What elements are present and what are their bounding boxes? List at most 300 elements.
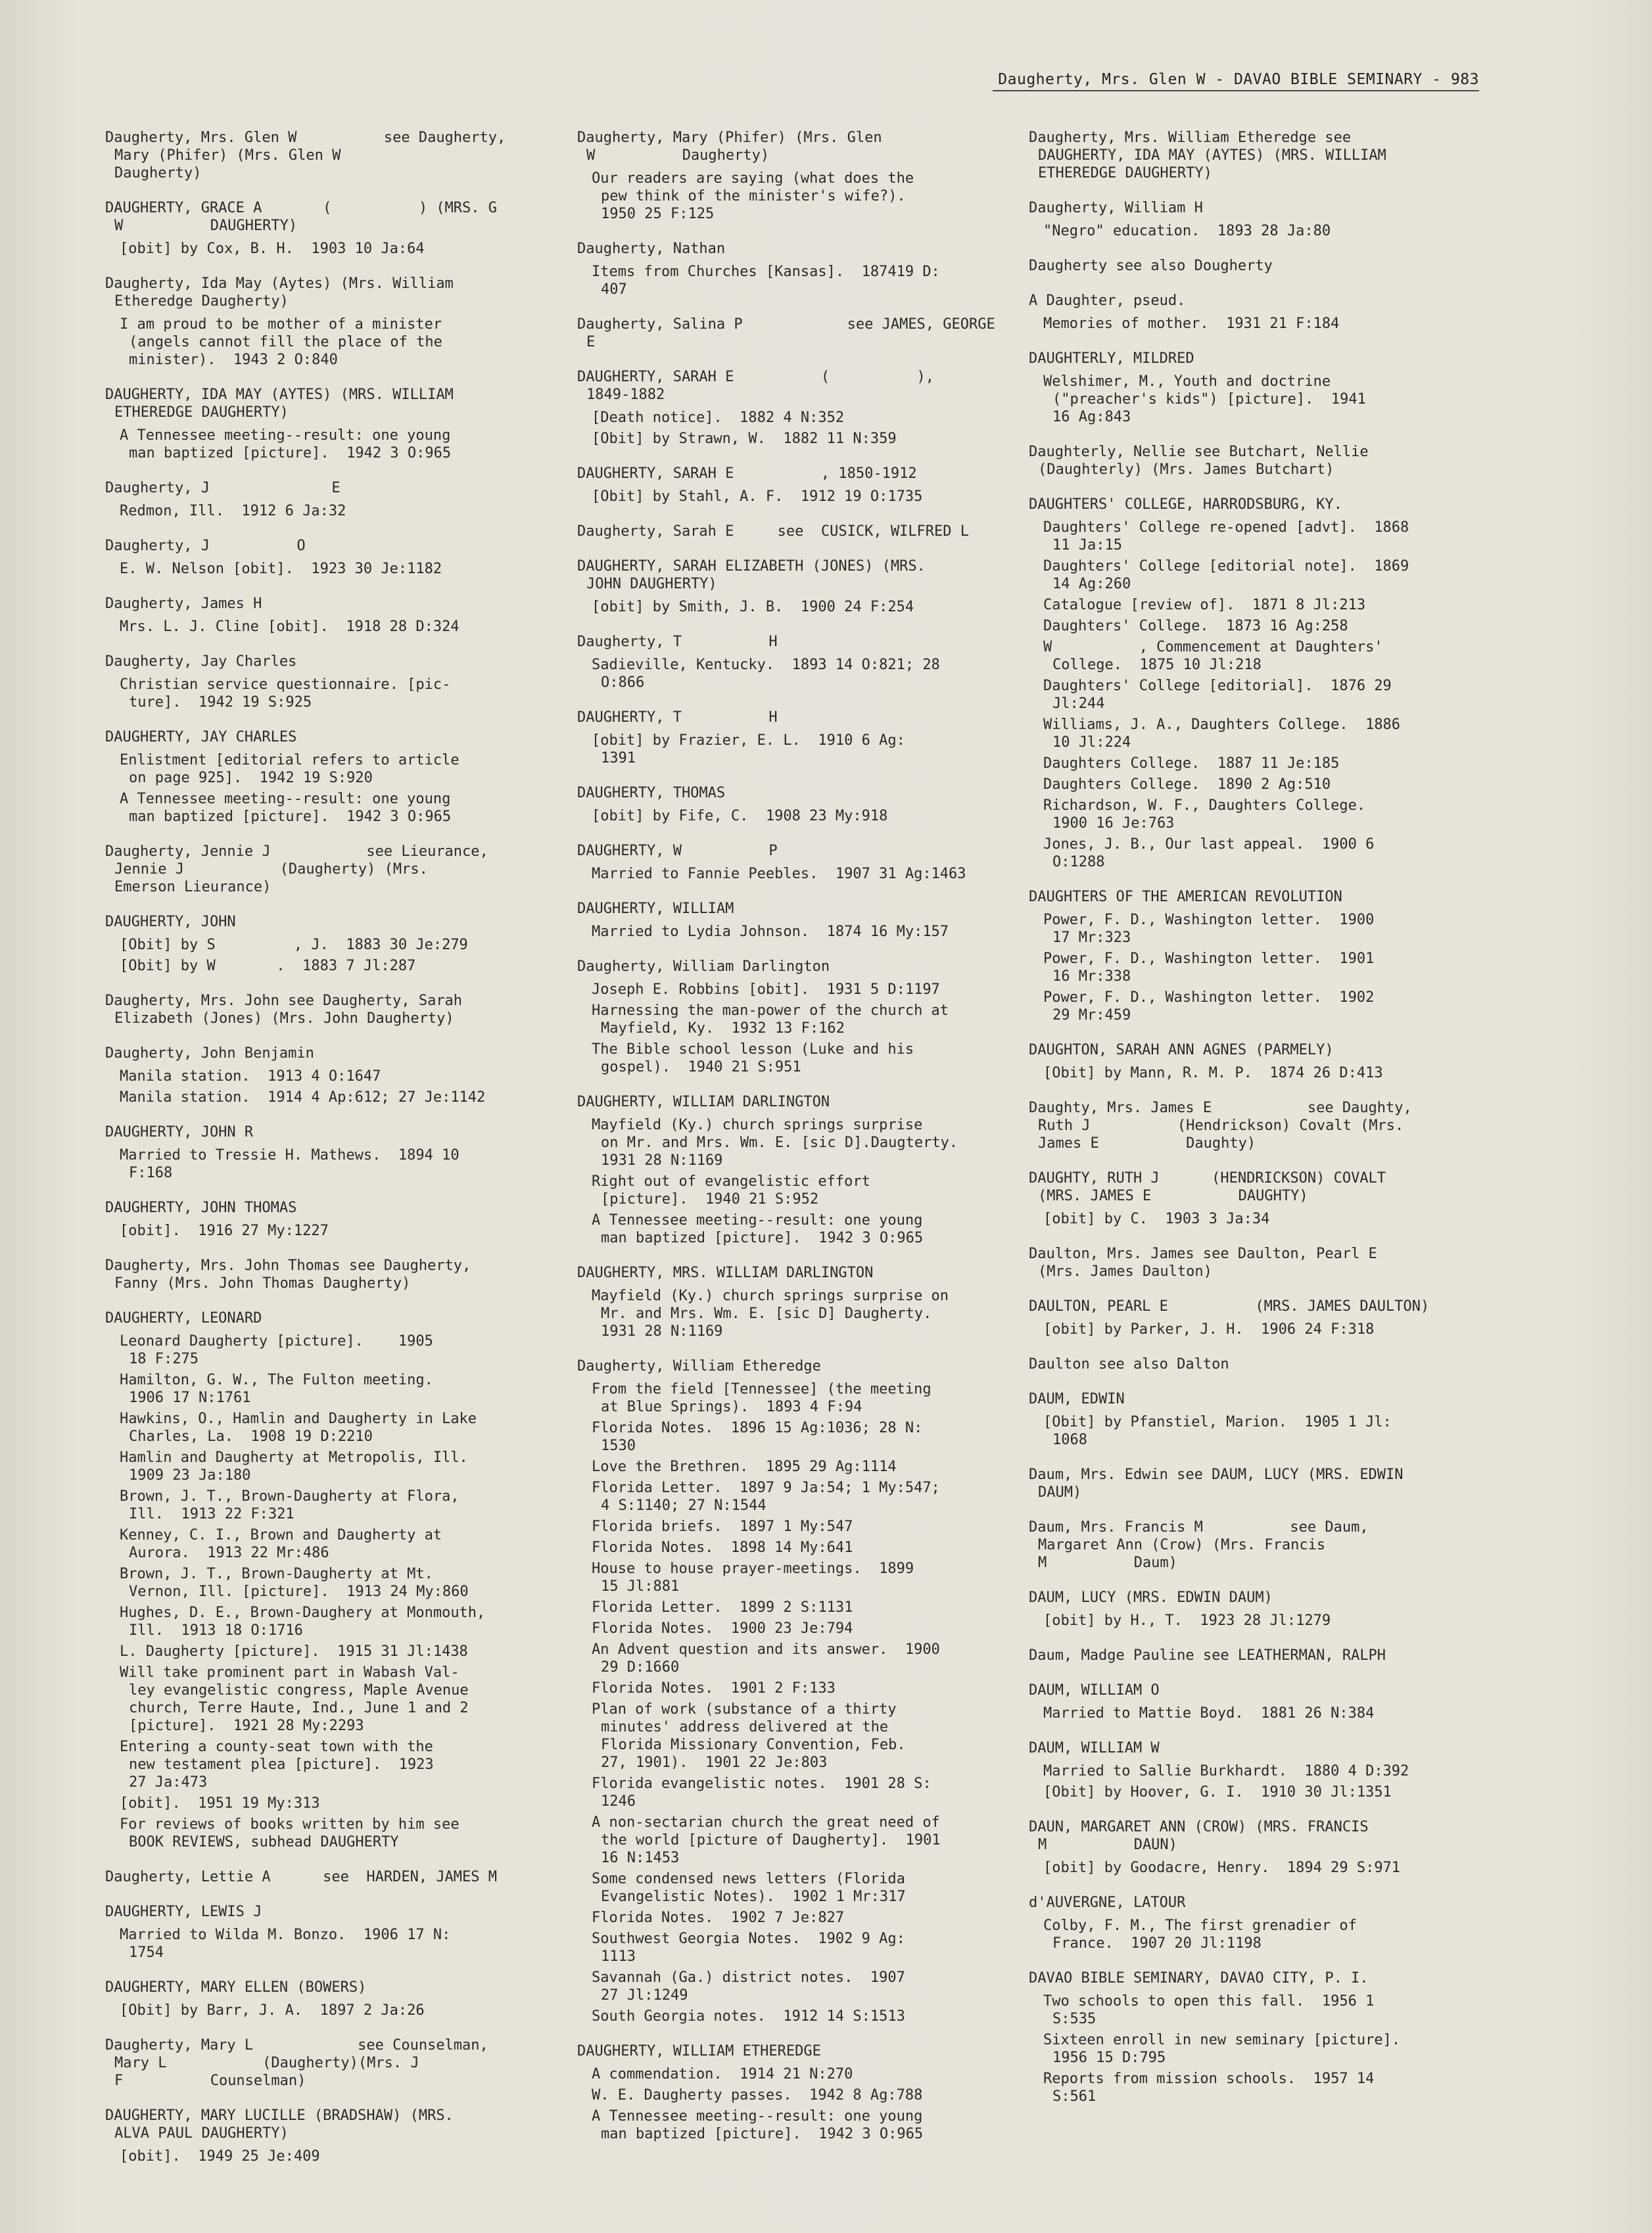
entry-heading — [105, 728, 532, 746]
heading-line: Daum, Madge Pauline see LEATHERMAN, RALPH — [1029, 1647, 1386, 1664]
citation-line: 1391 — [601, 750, 636, 766]
entry-heading — [1029, 1099, 1489, 1152]
citation — [592, 1211, 1011, 1247]
entry-heading — [577, 1093, 1011, 1111]
citation-list — [105, 1926, 532, 1962]
citation — [120, 1449, 532, 1484]
heading-line: DAUGHERTY, JAY CHARLES — [105, 729, 297, 745]
citation-list — [1029, 1321, 1489, 1338]
index-entry — [1029, 888, 1489, 1024]
citation-line: 16 N:1453 — [601, 1850, 680, 1866]
citation — [592, 598, 1011, 616]
heading-line: DAUGHERTY, SARAH E , 1850-1912 — [577, 465, 917, 482]
citation — [592, 1458, 1011, 1476]
index-entry — [577, 1093, 1011, 1247]
heading-line: (MRS. JAMES E DAUGHTY) — [1038, 1188, 1308, 1204]
citation — [120, 1926, 532, 1962]
citation-list — [105, 560, 532, 578]
citation — [592, 488, 1011, 505]
citation — [592, 170, 1011, 223]
entry-heading — [105, 1199, 532, 1217]
entry-heading — [105, 843, 532, 896]
citation-list — [577, 1287, 1011, 1340]
index-entry — [577, 2042, 1011, 2143]
citation — [1043, 755, 1489, 772]
citation — [1043, 1859, 1489, 1877]
citation — [592, 1814, 1011, 1867]
citation-line: Aurora. 1913 22 Mr:486 — [129, 1545, 329, 1561]
citation-list — [1029, 1704, 1489, 1722]
citation-line: 27, 1901). 1901 22 Je:803 — [601, 1754, 828, 1771]
citation-line: A Tennessee meeting--result: one young — [592, 1212, 923, 1229]
citation-line: [Obit] by W . 1883 7 Jl:287 — [120, 958, 416, 974]
index-entry — [1029, 1818, 1489, 1877]
citation — [120, 790, 532, 826]
heading-line: DAUGHERTY, JOHN R — [105, 1124, 254, 1140]
heading-line: DAUGHERTY, WILLIAM DARLINGTON — [577, 1094, 830, 1110]
citation — [120, 502, 532, 520]
citation — [120, 618, 532, 636]
entry-heading — [1029, 1818, 1489, 1854]
entry-heading — [577, 2042, 1011, 2060]
entry-heading — [1029, 1589, 1489, 1607]
index-entry — [577, 1264, 1011, 1340]
index-entry — [577, 709, 1011, 767]
citation — [592, 1173, 1011, 1208]
entry-heading — [577, 129, 1011, 164]
entry-heading — [1029, 1355, 1489, 1373]
citation-line: Florida Notes. 1900 23 Je:794 — [592, 1620, 853, 1637]
citation — [1043, 1612, 1489, 1630]
citation-line: [obit] by H., T. 1923 28 Jl:1279 — [1043, 1612, 1331, 1629]
citation — [1043, 1210, 1489, 1228]
heading-line: DAUGHERTY, SARAH E ( ), — [577, 369, 935, 385]
citation-line: [Death notice]. 1882 4 N:352 — [592, 410, 845, 426]
citation-line: [obit] by Frazier, E. L. 1910 6 Ag: — [592, 732, 905, 749]
citation-line: 1246 — [601, 1793, 636, 1810]
citation-line: [Obit] by Stahl, A. F. 1912 19 O:1735 — [592, 488, 923, 505]
citation-list — [577, 488, 1011, 505]
citation — [1043, 315, 1489, 333]
heading-line: Etheredge Daugherty) — [114, 293, 289, 310]
index-entry — [577, 557, 1011, 616]
citation-line: Florida Letter. 1897 9 Ja:54; 1 My:547; — [592, 1480, 940, 1496]
citation-line: ("preacher's kids") [picture]. 1941 — [1052, 391, 1366, 408]
entry-heading — [577, 465, 1011, 482]
heading-line: DAUGHERTY, THOMAS — [577, 785, 726, 801]
citation-line: man baptized [picture]. 1942 3 O:965 — [601, 1230, 924, 1246]
heading-line: DAVAO BIBLE SEMINARY, DAVAO CITY, P. I. — [1029, 1970, 1369, 1986]
citation-line: 1956 15 D:795 — [1052, 2050, 1166, 2066]
citation — [1043, 638, 1489, 674]
entry-heading — [577, 240, 1011, 258]
heading-line: Daugherty, Mrs. Glen W see Daugherty, — [105, 129, 506, 146]
index-entry — [105, 1903, 532, 1962]
citation-line: (angels cannot fill the place of the — [129, 334, 442, 350]
citation — [1043, 1704, 1489, 1722]
citation-line: Christian service questionnaire. [pic- — [120, 676, 451, 693]
entry-heading — [105, 1979, 532, 1996]
heading-line: DAUGHERTY, IDA MAY (AYTES) (MRS. WILLIAM — [105, 387, 454, 403]
citation-line: A Tennessee meeting--result: one young — [592, 2108, 923, 2125]
heading-line: DAUGHERTY, LEONARD — [105, 1310, 262, 1327]
entry-heading — [1029, 1390, 1489, 1408]
index-entry — [1029, 1518, 1489, 1572]
entry-heading — [577, 709, 1011, 726]
entry-heading — [577, 523, 1011, 540]
entry-heading — [1029, 1041, 1489, 1059]
citation-line: House to house prayer-meetings. 1899 — [592, 1561, 914, 1577]
citation-line: O:866 — [601, 674, 645, 691]
heading-line: Daugherty, Ida May (Aytes) (Mrs. William — [105, 275, 454, 292]
citation-line: Jones, J. B., Our last appeal. 1900 6 — [1043, 836, 1375, 853]
heading-line: Emerson Lieurance) — [114, 879, 271, 895]
citation-list — [577, 598, 1011, 616]
citation-line: 29 Mr:459 — [1052, 1007, 1131, 1023]
citation-line: 27 Jl:1249 — [601, 1987, 688, 2004]
citation-line: Hamilton, G. W., The Fulton meeting. — [120, 1372, 433, 1388]
citation-line: 4 S:1140; 27 N:1544 — [601, 1497, 767, 1514]
citation-line: Evangelistic Notes). 1902 1 Mr:317 — [601, 1889, 906, 1905]
index-entry — [1029, 1041, 1489, 1082]
citation-list — [1029, 519, 1489, 871]
citation — [1043, 596, 1489, 614]
index-entry — [105, 843, 532, 896]
heading-line: DAUGHERTY, JOHN — [105, 914, 236, 930]
entry-heading — [577, 1264, 1011, 1282]
citation-list — [1029, 1413, 1489, 1449]
index-entry — [105, 386, 532, 462]
citation-line: Mr. and Mrs. Wm. E. [sic D] Daugherty. — [601, 1305, 932, 1322]
citation-line: I am proud to be mother of a minister — [120, 316, 442, 333]
index-entry — [577, 523, 1011, 540]
heading-line: Daugherty, J O — [105, 538, 306, 554]
citation — [592, 1539, 1011, 1557]
index-entry — [105, 199, 532, 258]
heading-line: ALVA PAUL DAUGHERTY) — [114, 2125, 289, 2142]
citation-list — [577, 409, 1011, 448]
citation-line: L. Daugherty [picture]. 1915 31 Jl:1438 — [120, 1643, 468, 1660]
citation-line: Sixteen enroll in new seminary [picture]. — [1043, 2032, 1401, 2048]
citation — [120, 1089, 532, 1106]
citation — [592, 732, 1011, 767]
heading-line: Daum, Mrs. Edwin see DAUM, LUCY (MRS. EDWIN — [1029, 1467, 1404, 1483]
citation — [120, 2002, 532, 2019]
citation-line: [picture]. 1921 28 My:2293 — [129, 1718, 364, 1734]
citation-line: man baptized [picture]. 1942 3 O:965 — [129, 809, 452, 825]
entry-heading — [1029, 888, 1489, 906]
index-entry — [577, 958, 1011, 1076]
citation-line: Joseph E. Robbins [obit]. 1931 5 D:1197 — [592, 981, 940, 998]
citation-line: Some condensed news letters (Florida — [592, 1871, 905, 1887]
column-1 — [105, 129, 532, 2182]
citation — [592, 2065, 1011, 2083]
index-entry — [577, 129, 1011, 223]
citation — [592, 1002, 1011, 1037]
heading-line: M DAUN) — [1038, 1837, 1177, 1853]
citation — [1043, 950, 1489, 985]
entry-heading — [577, 557, 1011, 593]
citation-line: Southwest Georgia Notes. 1902 9 Ag: — [592, 1931, 905, 1947]
citation — [120, 1738, 532, 1791]
index-entry — [105, 1979, 532, 2019]
citation-line: Hughes, D. E., Brown-Daughery at Monmouth, — [120, 1605, 486, 1621]
citation — [1043, 1783, 1489, 1801]
heading-line: A Daughter, pseud. — [1029, 293, 1186, 309]
citation-line: Enlistment [editorial refers to article — [120, 752, 460, 768]
citation-line: A Tennessee meeting--result: one young — [120, 427, 451, 444]
heading-line: DAUM, LUCY (MRS. EDWIN DAUM) — [1029, 1589, 1273, 1606]
entry-heading — [105, 913, 532, 931]
citation-line: Sadieville, Kentucky. 1893 14 O:821; 28 — [592, 657, 940, 673]
citation-line: [obit]. 1951 19 My:313 — [120, 1795, 320, 1812]
entry-heading — [1029, 1518, 1489, 1572]
citation-line: Manila station. 1913 4 O:1647 — [120, 1068, 381, 1085]
index-entry — [105, 595, 532, 636]
index-entry — [1029, 1739, 1489, 1801]
citation — [592, 1599, 1011, 1616]
citation — [592, 1479, 1011, 1515]
heading-line: (Mrs. James Daulton) — [1038, 1263, 1212, 1280]
citation-list — [577, 170, 1011, 223]
column-2 — [577, 129, 1011, 2160]
heading-line: DAUGHTERS' COLLEGE, HARRODSBURG, KY. — [1029, 496, 1342, 513]
citation-list — [105, 1068, 532, 1106]
heading-line: James E Daughty) — [1038, 1135, 1256, 1152]
citation-line: man baptized [picture]. 1942 3 O:965 — [129, 445, 452, 461]
citation-line: 17 Mr:323 — [1052, 929, 1131, 946]
citation-line: 18 F:275 — [129, 1351, 199, 1367]
heading-line: DAUGHERTY, W P — [577, 843, 778, 859]
index-entry — [577, 240, 1011, 298]
heading-line: Daugherty, Salina P see JAMES, GEORGE — [577, 316, 995, 333]
heading-line: E — [586, 334, 596, 350]
index-entry — [105, 913, 532, 975]
citation-list — [577, 807, 1011, 825]
index-entry — [105, 1045, 532, 1106]
entry-heading — [105, 1868, 532, 1886]
citation-list — [1029, 1917, 1489, 1952]
entry-heading — [577, 368, 1011, 404]
citation — [120, 560, 532, 578]
citation-line: Mayfield (Ky.) church springs surprise on — [592, 1288, 949, 1304]
citation-list — [1029, 1064, 1489, 1082]
citation-line: "Negro" education. 1893 28 Ja:80 — [1043, 223, 1331, 239]
citation — [120, 240, 532, 258]
citation-line: 10 Jl:224 — [1052, 734, 1131, 751]
heading-line: DAUGHTON, SARAH ANN AGNES (PARMELY) — [1029, 1042, 1334, 1058]
citation-line: Colby, F. M., The first grenadier of — [1043, 1917, 1357, 1934]
citation — [120, 1068, 532, 1085]
index-entry — [105, 2107, 532, 2165]
citation — [592, 1641, 1011, 1676]
heading-line: DAUGHERTY, SARAH ELIZABETH (JONES) (MRS. — [577, 558, 926, 575]
citation-line: Richardson, W. F., Daughters College. — [1043, 797, 1366, 814]
entry-heading — [105, 653, 532, 670]
entry-heading — [105, 479, 532, 497]
heading-line: Daulton see also Dalton — [1029, 1356, 1229, 1373]
citation — [120, 1664, 532, 1735]
citation-list — [577, 656, 1011, 692]
index-entry — [1029, 199, 1489, 240]
index-entry — [105, 479, 532, 520]
heading-line: W Daugherty) — [586, 147, 770, 164]
index-entry — [105, 1257, 532, 1292]
citation — [1043, 222, 1489, 240]
citation-line: 1900 16 Je:763 — [1052, 815, 1175, 832]
citation — [1043, 1917, 1489, 1952]
citation — [1043, 1413, 1489, 1449]
entry-heading — [1029, 1245, 1489, 1281]
heading-line: Daugherty, Mrs. John Thomas see Daugherty, — [105, 1258, 471, 1274]
citation-line: Love the Brethren. 1895 29 Ag:1114 — [592, 1459, 897, 1475]
citation-list — [1029, 315, 1489, 333]
citation-line: F:168 — [129, 1165, 173, 1181]
citation-line: 27 Ja:473 — [129, 1774, 208, 1791]
citation-line: Brown, J. T., Brown-Daugherty at Flora, — [120, 1488, 460, 1505]
citation-line: [obit] by Fife, C. 1908 23 My:918 — [592, 808, 888, 824]
heading-line: DAUGHERTY, JOHN THOMAS — [105, 1200, 297, 1216]
citation-line: Kenney, C. I., Brown and Daugherty at — [120, 1527, 442, 1543]
citation-line: Married to Fannie Peebles. 1907 31 Ag:1463 — [592, 866, 966, 882]
citation-line: ture]. 1942 19 S:925 — [129, 694, 312, 711]
citation-line: A Tennessee meeting--result: one young — [120, 791, 451, 807]
citation-line: Power, F. D., Washington letter. 1900 — [1043, 912, 1375, 928]
citation — [120, 1795, 532, 1812]
citation — [592, 263, 1011, 298]
citation — [592, 1041, 1011, 1076]
citation — [120, 427, 532, 462]
citation-line: France. 1907 20 Jl:1198 — [1052, 1935, 1262, 1952]
citation-line: 14 Ag:260 — [1052, 576, 1131, 592]
citation — [592, 656, 1011, 692]
citation — [1043, 776, 1489, 793]
index-entry — [1029, 1647, 1489, 1664]
heading-line: Daugherty, Mary (Phifer) (Mrs. Glen — [577, 129, 882, 146]
citation-line: Florida Notes. 1896 15 Ag:1036; 28 N: — [592, 1420, 923, 1436]
citation-line: 1931 28 N:1169 — [601, 1323, 723, 1340]
index-entry — [1029, 1894, 1489, 1952]
citation-line: ley evangelistic congress, Maple Avenue — [129, 1682, 469, 1699]
heading-line: DAUGHERTY, WILLIAM — [577, 901, 734, 917]
citation — [120, 1604, 532, 1639]
citation — [120, 1643, 532, 1660]
heading-line: DAUGHERTY, LEWIS J — [105, 1904, 262, 1920]
column-3 — [1029, 129, 1489, 2123]
heading-line: Daugherty, Jay Charles — [105, 653, 297, 670]
citation-line: Welshimer, M., Youth and doctrine — [1043, 373, 1331, 390]
entry-heading — [105, 386, 532, 421]
citation — [592, 1419, 1011, 1455]
heading-line: Daugherty, Lettie A see HARDEN, JAMES M — [105, 1869, 498, 1885]
heading-line: DAUGHERTY, MRS. WILLIAM DARLINGTON — [577, 1265, 874, 1281]
index-entry — [1029, 129, 1489, 182]
citation — [120, 1371, 532, 1407]
citation — [120, 2148, 532, 2165]
citation — [592, 2107, 1011, 2143]
heading-line: DAUGHERTY, MARY ELLEN (BOWERS) — [105, 1979, 367, 1996]
citation — [592, 2086, 1011, 2104]
citation — [1043, 989, 1489, 1024]
heading-line: DAUGHTY, RUTH J (HENDRICKSON) COVALT — [1029, 1170, 1386, 1187]
citation-line: pew think of the minister's wife?). — [601, 188, 906, 204]
index-entry — [105, 1199, 532, 1240]
heading-line: Ruth J (Hendrickson) Covalt (Mrs. — [1038, 1117, 1404, 1134]
citation-line: Daughters' College [editorial note]. 1869 — [1043, 558, 1409, 575]
heading-line: (Daughterly) (Mrs. James Butchart) — [1038, 461, 1334, 478]
citation-line: 407 — [601, 281, 627, 298]
citation-line: Vernon, Ill. [picture]. 1913 24 My:860 — [129, 1584, 469, 1600]
citation-list — [105, 502, 532, 520]
citation-list — [577, 732, 1011, 767]
citation-line: church, Terre Haute, Ind., June 1 and 2 — [129, 1700, 469, 1716]
index-entry — [1029, 496, 1489, 871]
citation-line: The Bible school lesson (Luke and his — [592, 1041, 914, 1058]
entry-heading — [1029, 257, 1489, 275]
citation-line: Memories of mother. 1931 21 F:184 — [1043, 316, 1340, 332]
entry-heading — [1029, 292, 1489, 310]
citation — [120, 1565, 532, 1601]
index-entry — [105, 2036, 532, 2090]
heading-line: DAULTON, PEARL E (MRS. JAMES DAULTON) — [1029, 1298, 1430, 1315]
citation-line: Florida Notes. 1902 7 Je:827 — [592, 1910, 845, 1926]
citation — [1043, 716, 1489, 751]
heading-line: DAUGHTERS OF THE AMERICAN REVOLUTION — [1029, 889, 1342, 905]
entry-heading — [105, 1257, 532, 1292]
citation-line: [Obit] by Barr, J. A. 1897 2 Ja:26 — [120, 2002, 425, 2019]
citation-line: W. E. Daugherty passes. 1942 8 Ag:788 — [592, 2087, 923, 2104]
index-entry — [1029, 1390, 1489, 1449]
citation — [592, 1870, 1011, 1906]
entry-heading — [105, 129, 532, 182]
citation — [592, 1116, 1011, 1169]
citation-line: Daughters' College [editorial]. 1876 29 — [1043, 678, 1392, 694]
citation — [1043, 835, 1489, 871]
citation-line: gospel). 1940 21 S:951 — [601, 1059, 801, 1075]
index-entry — [577, 368, 1011, 448]
citation-line: Harnessing the man-power of the church at — [592, 1002, 949, 1019]
heading-line: d'AUVERGNE, LATOUR — [1029, 1894, 1186, 1911]
index-entry — [105, 1309, 532, 1851]
entry-heading — [1029, 350, 1489, 367]
citation-line: [obit] by Smith, J. B. 1900 24 F:254 — [592, 599, 914, 615]
citation-line: For reviews of books written by him see — [120, 1816, 460, 1833]
citation-line: 16 Mr:338 — [1052, 968, 1131, 985]
citation — [1043, 1321, 1489, 1338]
citation — [592, 430, 1011, 448]
citation-line: O:1288 — [1052, 854, 1105, 870]
index-entry — [577, 465, 1011, 505]
citation-line: Mayfield (Ky.) church springs surprise — [592, 1117, 923, 1133]
index-entry — [577, 316, 1011, 351]
citation-line: [obit] by Parker, J. H. 1906 24 F:318 — [1043, 1321, 1375, 1338]
citation — [1043, 1762, 1489, 1780]
index-entry — [577, 1357, 1011, 2025]
citation-list — [1029, 1992, 1489, 2105]
citation-line: Leonard Daugherty [picture]. 1905 — [120, 1333, 433, 1350]
citation-line: [Obit] by Pfanstiel, Marion. 1905 1 Jl: — [1043, 1414, 1392, 1430]
citation-line: Redmon, Ill. 1912 6 Ja:32 — [120, 503, 346, 519]
heading-line: ETHEREDGE DAUGHERTY) — [114, 404, 289, 421]
citation — [120, 1146, 532, 1182]
citation — [592, 807, 1011, 825]
citation — [120, 316, 532, 369]
entry-heading — [577, 316, 1011, 351]
citation-line: [obit] by Goodacre, Henry. 1894 29 S:971 — [1043, 1860, 1401, 1876]
citation — [120, 1816, 532, 1851]
citation-line: Right out of evangelistic effort — [592, 1173, 870, 1190]
citation-list — [577, 865, 1011, 883]
